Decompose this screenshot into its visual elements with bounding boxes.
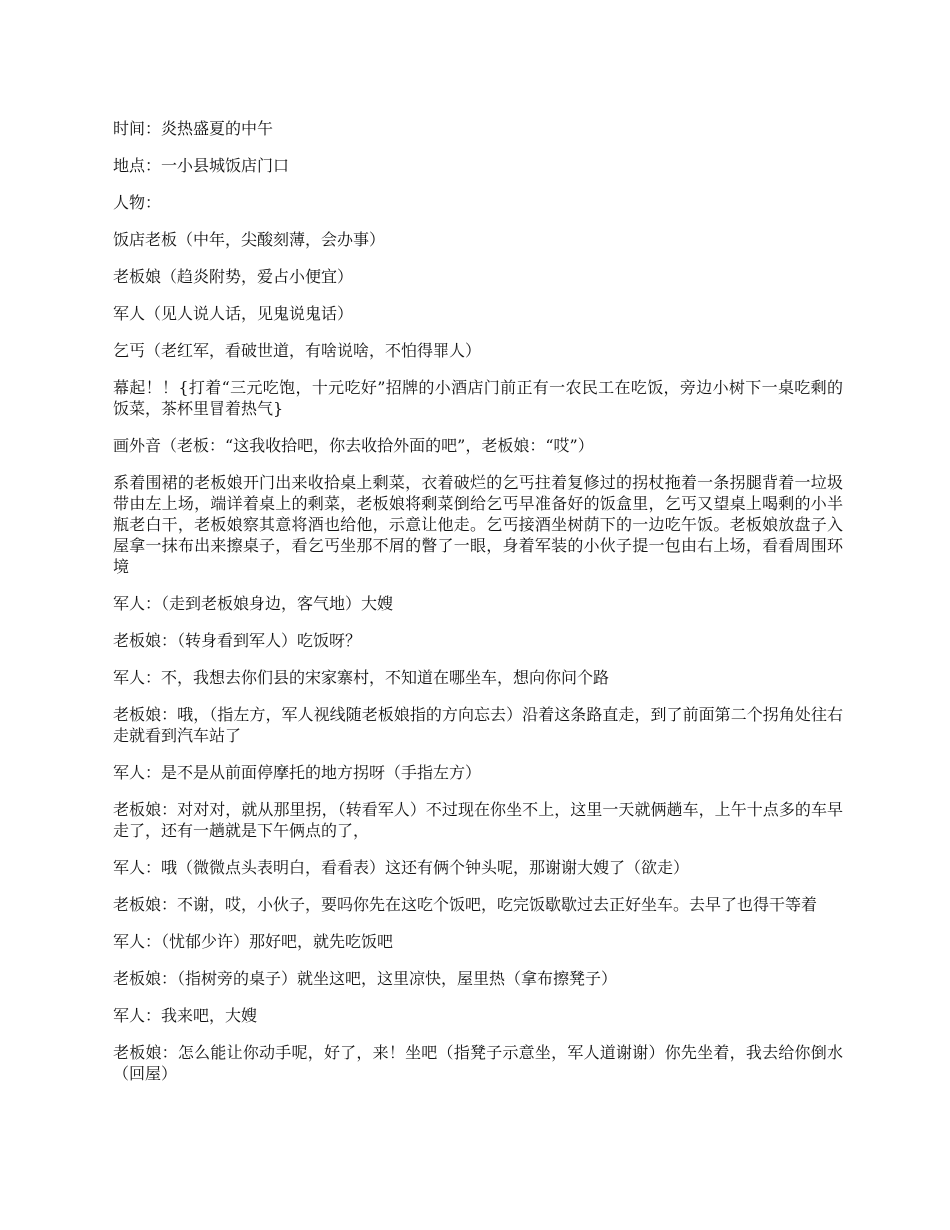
dialogue-line: 老板娘：哦，（指左方，军人视线随老板娘指的方向忘去）沿着这条路直走，到了前面第二个拐角处往右走就看到汽车站了 xyxy=(113,705,843,745)
dialogue-line: 军人：哦（微微点头表明白，看看表）这还有俩个钟头呢，那谢谢大嫂了（欲走） xyxy=(113,858,690,877)
dialogue-line: 军人：是不是从前面停摩托的地方拐呀（手指左方） xyxy=(113,763,482,782)
document-body xyxy=(113,118,843,1100)
paragraph-stage-direction: 系着围裙的老板娘开门出来收拾桌上剩菜，衣着破烂的乞丐拄着复修过的拐杖拖着一条拐腿背着一垃圾带由左上场，端详着桌上的剩菜，老板娘将剩菜倒给乞丐早准备好的饭盒里，乞丐又望桌上喝剩的小半瓶老白干，老板娘察其意将酒也给他，示意让他走。乞丐接酒坐树荫下的一边吃午饭。老板娘放盘子入屋拿一抹布出来擦桌子，看乞丐坐那不屑的瞥了一眼，身着军装的小伙子提一包由右上场，看看周围环境 xyxy=(113,473,843,576)
paragraph-curtain-up: 幕起！！{打着“三元吃饱，十元吃好”招牌的小酒店门前正有一农民工在吃饭，旁边小树下一桌吃剩的饭菜，茶杯里冒着热气} xyxy=(113,378,843,418)
dialogue-line: 军人：（忧郁少许）那好吧，就先吃饭吧 xyxy=(113,932,394,951)
paragraph-character-soldier: 军人（见人说人话，见鬼说鬼话） xyxy=(113,304,354,323)
dialogue-line: 军人：不，我想去你们县的宋家寨村，不知道在哪坐车，想向你问个路 xyxy=(113,668,610,687)
paragraph-character-boss-wife: 老板娘（趋炎附势，爱占小便宜） xyxy=(113,267,354,286)
dialogue-line: 老板娘：（转身看到军人）吃饭呀？ xyxy=(113,631,362,650)
paragraph-character-boss: 饭店老板（中年，尖酸刻薄，会办事） xyxy=(113,230,386,249)
dialogue-line: 老板娘：不谢，哎，小伙子，要吗你先在这吃个饭吧，吃完饭歇歇过去正好坐车。去早了也得干等着 xyxy=(113,895,818,914)
dialogue-line: 老板娘：怎么能让你动手呢，好了，来！坐吧（指凳子示意坐，军人道谢谢）你先坐着，我去给你倒水（回屋） xyxy=(113,1043,843,1083)
dialogue-line: 老板娘：（指树旁的桌子）就坐这吧，这里凉快，屋里热（拿布擦凳子） xyxy=(113,969,618,988)
dialogue-line: 军人：我来吧，大嫂 xyxy=(113,1006,258,1025)
paragraph-character-beggar: 乞丐（老红军，看破世道，有啥说啥，不怕得罪人） xyxy=(113,341,482,360)
paragraph-time: 时间：炎热盛夏的中午 xyxy=(113,119,274,138)
dialogue-line: 军人：（走到老板娘身边，客气地）大嫂 xyxy=(113,594,394,613)
paragraph-voice-over: 画外音（老板：“这我收拾吧，你去收拾外面的吧”，老板娘：“哎”） xyxy=(113,436,594,455)
dialogue-line: 老板娘：对对对，就从那里拐，（转看军人）不过现在你坐不上，这里一天就俩趟车，上午十点多的车早走了，还有一趟就是下午俩点的了， xyxy=(113,800,843,840)
paragraph-characters-heading: 人物： xyxy=(113,193,162,212)
paragraph-place: 地点：一小县城饭店门口 xyxy=(113,156,290,175)
